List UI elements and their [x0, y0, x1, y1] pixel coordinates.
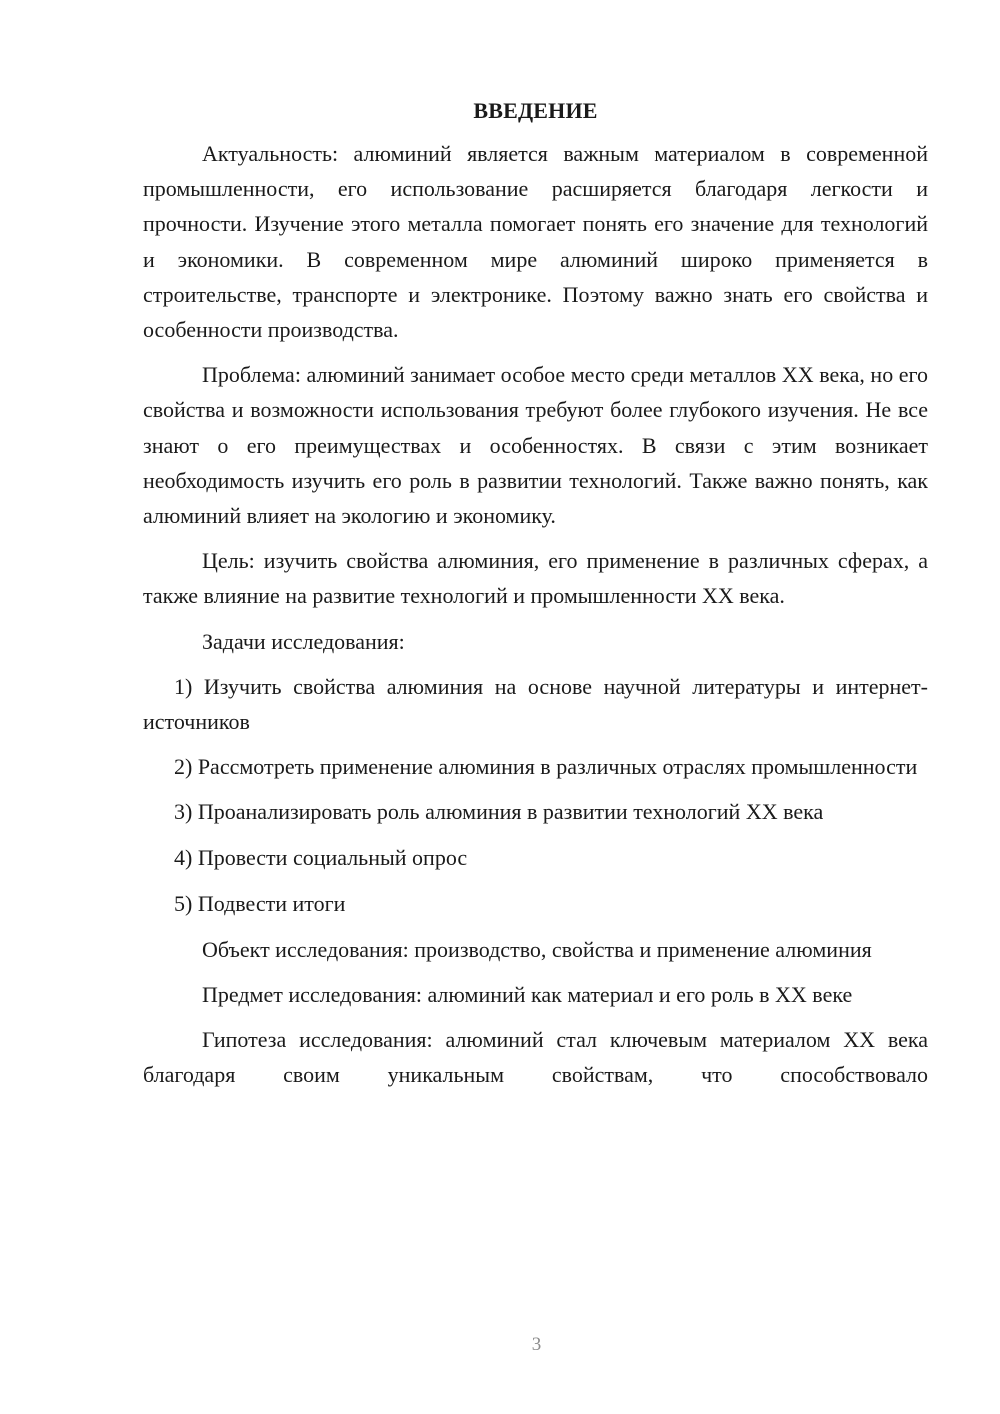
paragraph-hypothesis: Гипотеза исследования: алюминий стал ключевым материалом XX века благодаря своим уникальным свойствам, что способствовало	[143, 1026, 928, 1088]
paragraph-goal: Цель: изучить свойства алюминия, его применение в различных сферах, а также влияние на развитие технологий и промышленности XX века.	[143, 548, 928, 609]
task-item: 3) Проанализировать роль алюминия в развитии технологий XX века	[174, 799, 824, 825]
page-number: 3	[531, 1334, 542, 1355]
task-item: 1) Изучить свойства алюминия на основе научной литературы и интернет-источников	[143, 673, 928, 735]
paragraph-problem: Проблема: алюминий занимает особое место среди металлов XX века, но его свойства и возможности использования требуют более глубокого изучения. Не все знают о его преимуществах и особенностях. В связи с этим возникает необходимость изучить его роль в развитии технологий. Также важно понять, как алюминий влияет на экологию и экономику.	[143, 362, 928, 529]
section-title: ВВЕДЕНИЕ	[473, 98, 598, 123]
task-item: 4) Провести социальный опрос	[174, 845, 468, 871]
paragraph-object: Объект исследования: производство, свойства и применение алюминия	[202, 936, 872, 962]
task-item: 5) Подвести итоги	[174, 890, 346, 916]
paragraph-subject: Предмет исследования: алюминий как материал и его роль в XX веке	[202, 981, 853, 1007]
task-item: 2) Рассмотреть применение алюминия в различных отраслях промышленности	[174, 754, 918, 780]
document-page	[143, 96, 928, 1092]
paragraph-tasks-heading: Задачи исследования:	[202, 628, 405, 654]
paragraph-relevance: Актуальность: алюминий является важным материалом в современной промышленности, его использование расширяется благодаря легкости и прочности. Изучение этого металла помогает понять его значение для технологий и экономики. В современном мире алюминий широко применяется в строительстве, транспорте и электронике. Поэтому важно знать его свойства и особенности производства.	[143, 141, 928, 343]
